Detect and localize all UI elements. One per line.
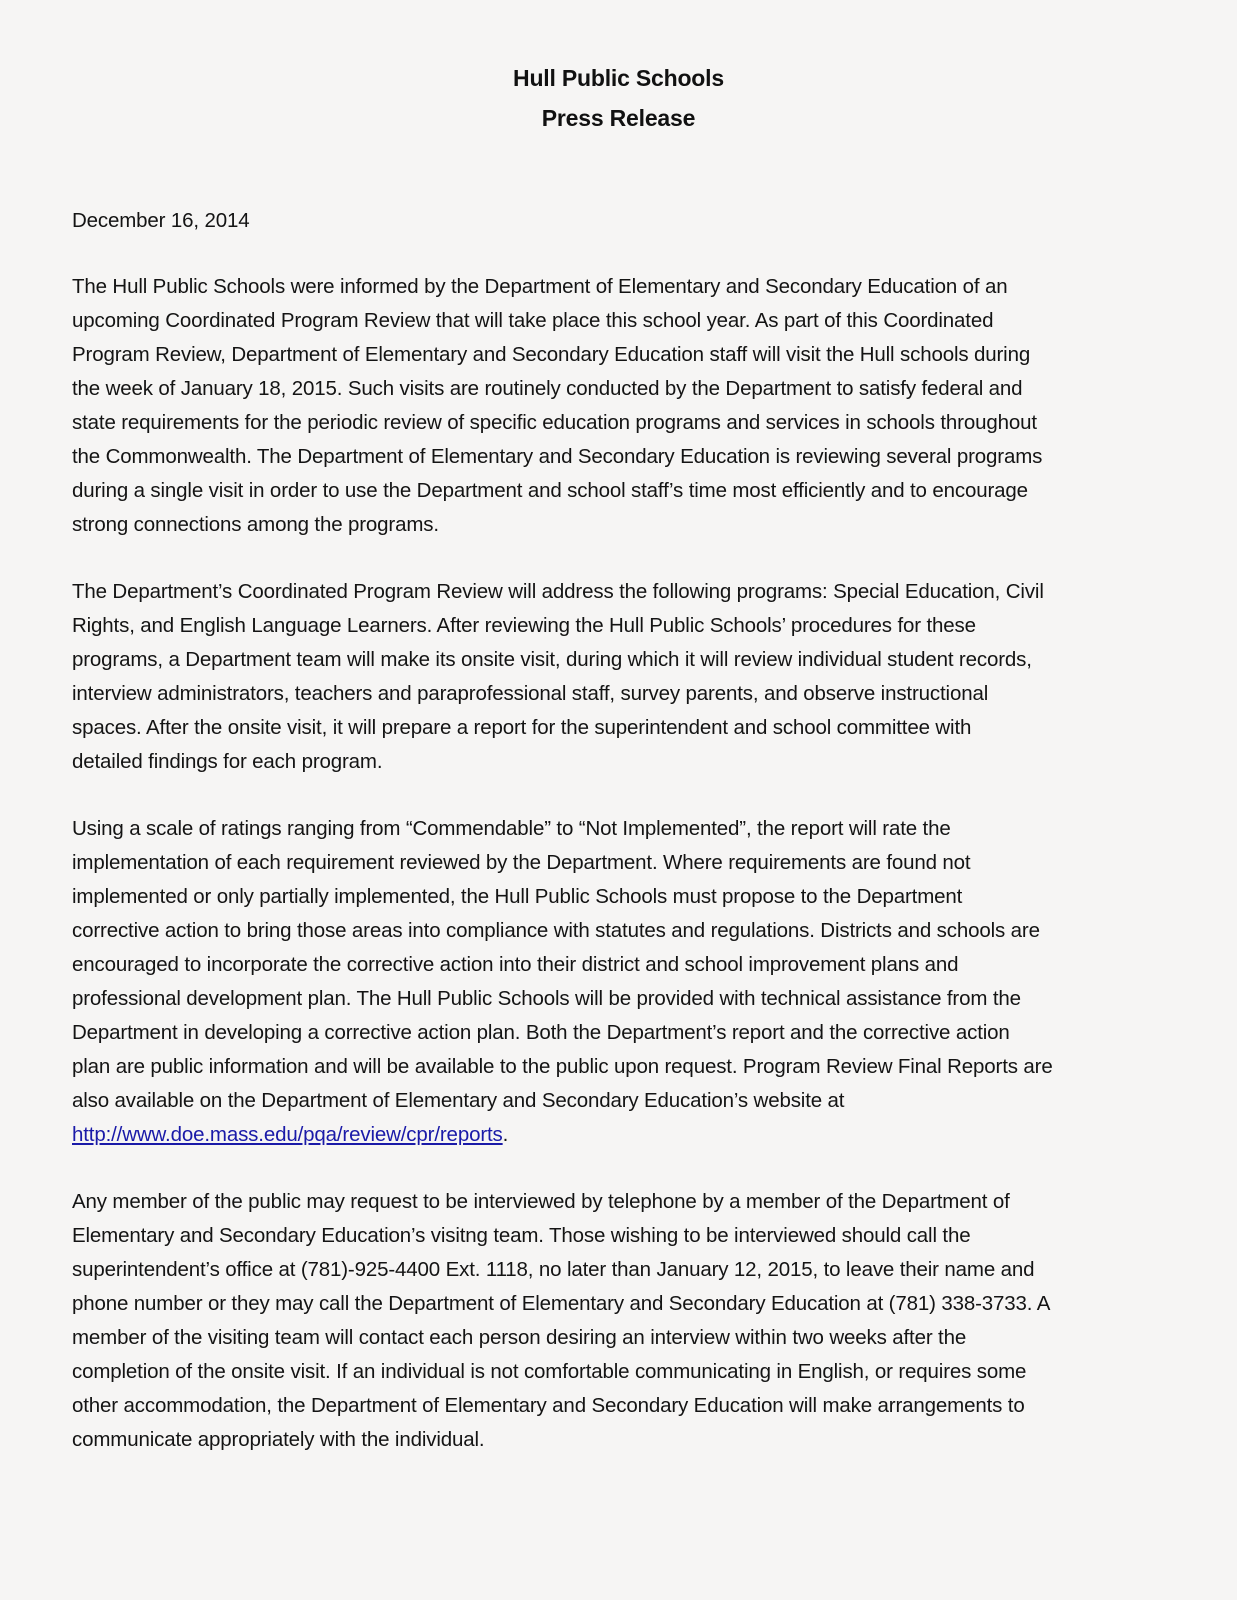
text-line: also available on the Department of Elementary and Secondary Education’s website at (72, 1089, 845, 1112)
text-line: upcoming Coordinated Program Review that will take place this school year. As part of this Coordinated (72, 309, 994, 332)
text-line: other accommodation, the Department of Elementary and Secondary Education will make arrangements to (72, 1394, 1025, 1417)
text-line: completion of the onsite visit. If an individual is not comfortable communicating in English, or requires some (72, 1360, 1027, 1383)
paragraph-programs-reviewed (72, 575, 1172, 779)
paragraph-review-announcement (72, 270, 1172, 542)
text-line: communicate appropriately with the individual. (72, 1428, 485, 1451)
text-line: Department in developing a corrective action plan. Both the Department’s report and the corrective action (72, 1021, 1010, 1044)
text-line: plan are public information and will be available to the public upon request. Program Review Final Reports are (72, 1055, 1053, 1078)
text-line: corrective action to bring those areas into compliance with statutes and regulations. Districts and schools are (72, 919, 1040, 942)
text-line: The Hull Public Schools were informed by the Department of Elementary and Secondary Education of an (72, 275, 1008, 298)
release-date: December 16, 2014 (72, 209, 250, 232)
text-line: the week of January 18, 2015. Such visits are routinely conducted by the Department to satisfy federal and (72, 377, 1023, 400)
document-body (72, 204, 1172, 1490)
text-line: superintendent’s office at (781)-925-4400 Ext. 1118, no later than January 12, 2015, to leave their name and (72, 1258, 1035, 1281)
text-line: spaces. After the onsite visit, it will prepare a report for the superintendent and school committee with (72, 716, 972, 739)
document-type-title: Press Release (541, 105, 696, 131)
link-trailing-period: . (502, 1123, 509, 1146)
text-line: strong connections among the programs. (72, 513, 439, 536)
text-line: Using a scale of ratings ranging from “Commendable” to “Not Implemented”, the report will rate the (72, 817, 951, 840)
text-line: Rights, and English Language Learners. After reviewing the Hull Public Schools’ procedures for these (72, 614, 976, 637)
text-line: The Department’s Coordinated Program Review will address the following programs: Special Education, Civil (72, 580, 1044, 603)
reports-website-link[interactable]: http://www.doe.mass.edu/pqa/review/cpr/reports (72, 1123, 503, 1146)
organization-title: Hull Public Schools (513, 65, 724, 91)
link-line (72, 1118, 1172, 1152)
text-line: during a single visit in order to use the Department and school staff’s time most efficiently and to encourage (72, 479, 1028, 502)
text-line: implementation of each requirement reviewed by the Department. Where requirements are found not (72, 851, 971, 874)
text-line: member of the visiting team will contact each person desiring an interview within two weeks after the (72, 1326, 967, 1349)
document-header (0, 58, 1237, 138)
text-line: detailed findings for each program. (72, 750, 383, 773)
paragraph-public-interview-requests (72, 1185, 1172, 1457)
text-line: phone number or they may call the Department of Elementary and Secondary Education at (781) 338-3733. A (72, 1292, 1051, 1315)
paragraph-ratings-and-corrective-action (72, 812, 1172, 1152)
text-line: programs, a Department team will make its onsite visit, during which it will review individual student records, (72, 648, 1032, 671)
text-line: implemented or only partially implemented, the Hull Public Schools must propose to the Department (72, 885, 963, 908)
text-line: encouraged to incorporate the corrective action into their district and school improvement plans and (72, 953, 959, 976)
text-line: interview administrators, teachers and paraprofessional staff, survey parents, and observe instructional (72, 682, 989, 705)
text-line: Elementary and Secondary Education’s visitng team. Those wishing to be interviewed should call the (72, 1224, 971, 1247)
text-line: professional development plan. The Hull Public Schools will be provided with technical assistance from the (72, 987, 1021, 1010)
text-line: state requirements for the periodic review of specific education programs and services in schools throughout (72, 411, 1037, 434)
text-line: Program Review, Department of Elementary and Secondary Education staff will visit the Hull schools during (72, 343, 1031, 366)
text-line: the Commonwealth. The Department of Elementary and Secondary Education is reviewing several programs (72, 445, 1043, 468)
text-line: Any member of the public may request to be interviewed by telephone by a member of the Department of (72, 1190, 1010, 1213)
